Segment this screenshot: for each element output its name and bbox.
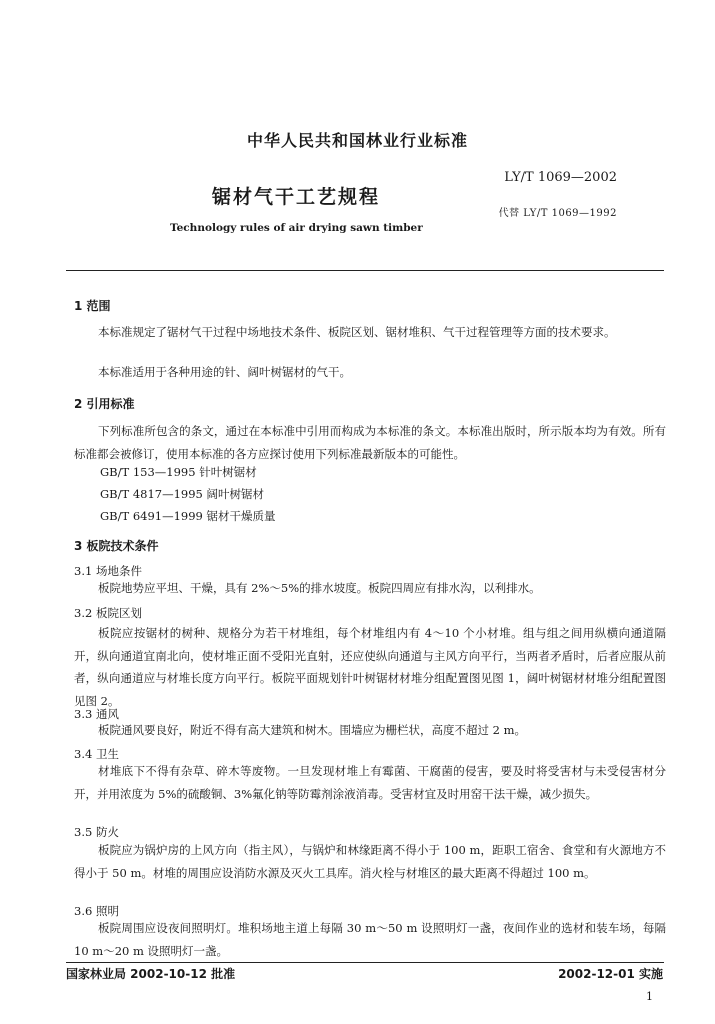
subsection-3-6-heading: 3.6 照明 xyxy=(74,904,119,918)
subsection-3-4-heading: 3.4 卫生 xyxy=(74,747,119,761)
subsection-3-2-paragraph: 板院应按锯材的树种、规格分为若干材堆组，每个材堆组内有 4～10 个小材堆。组与组之间用纵横向通道隔开，纵向通道宜南北向，使材堆正面不受阳光直射，还应使纵向通道与主风方向平行，当两者矛盾时，后者应服从前者，纵向通道应与材堆长度方向平行。板院平面规划针叶树锯材材堆分组配置图见图 1，阔叶树锯材材堆分组配置图见图 2。 xyxy=(74,626,666,708)
reference-item: GB/T 6491—1999 锯材干燥质量 xyxy=(100,509,276,523)
document-title: 锯材气干工艺规程 xyxy=(212,186,381,208)
section-1-paragraph-2: 本标准适用于各种用途的针、阔叶树锯材的气干。 xyxy=(98,365,351,379)
reference-item: GB/T 153—1995 针叶树锯材 xyxy=(100,465,257,479)
header-divider xyxy=(66,270,664,271)
subsection-3-1-paragraph: 板院地势应平坦、干燥，具有 2%～5%的排水坡度。板院四周应有排水沟，以利排水。 xyxy=(98,581,541,595)
section-1-heading: 1 范围 xyxy=(74,299,111,313)
section-3-heading: 3 板院技术条件 xyxy=(74,539,159,553)
subsection-3-4-paragraph: 材堆底下不得有杂草、碎木等废物。一旦发现材堆上有霉菌、干腐菌的侵害，要及时将受害材与未受侵害材分开，并用浓度为 5%的硫酸铜、3%氟化钠等防霉剂涂液消毒。受害材宜及时用窑干法干燥，减少损失。 xyxy=(74,764,666,801)
issuing-authority-heading: 中华人民共和国林业行业标准 xyxy=(246,131,468,150)
subsection-3-3-heading: 3.3 通风 xyxy=(74,707,119,721)
subsection-3-3-paragraph: 板院通风要良好，附近不得有高大建筑和树木。围墙应为栅栏状，高度不超过 2 m。 xyxy=(98,723,527,737)
standard-number: LY/T 1069—2002 xyxy=(504,170,617,185)
subsection-3-6-paragraph: 板院周围应设夜间照明灯。堆积场地主道上每隔 30 m～50 m 设照明灯一盏，夜间作业的选材和装车场，每隔 10 m～20 m 设照明灯一盏。 xyxy=(74,921,666,958)
subsection-3-5-heading: 3.5 防火 xyxy=(74,825,119,839)
section-2-heading: 2 引用标准 xyxy=(74,397,135,411)
section-1-paragraph-1: 本标准规定了锯材气干过程中场地技术条件、板院区划、锯材堆积、气干过程管理等方面的技术要求。 xyxy=(98,325,616,339)
subsection-3-5-paragraph: 板院应为锅炉房的上风方向（指主风），与锅炉和林缘距离不得小于 100 m，距职工宿舍、食堂和有火源地方不得小于 50 m。材堆的周围应设消防水源及灭火工具库。消火栓与材堆区的最大距离不得超过 100 m。 xyxy=(74,843,666,880)
approval-date: 国家林业局 2002-10-12 批准 xyxy=(66,967,236,981)
subsection-3-2-heading: 3.2 板院区划 xyxy=(74,606,142,620)
footer-divider xyxy=(66,962,664,963)
section-2-paragraph-1: 下列标准所包含的条文，通过在本标准中引用而构成为本标准的条文。本标准出版时，所示版本均为有效。所有标准都会被修订，使用本标准的各方应探讨使用下列标准最新版本的可能性。 xyxy=(74,424,666,461)
implementation-date: 2002-12-01 实施 xyxy=(558,967,663,981)
subsection-3-1-heading: 3.1 场地条件 xyxy=(74,564,142,578)
document-title-english: Technology rules of air drying sawn timber xyxy=(170,222,423,234)
page-number: 1 xyxy=(646,990,653,1003)
replaces-standard: 代替 LY/T 1069—1992 xyxy=(498,208,617,219)
reference-item: GB/T 4817—1995 阔叶树锯材 xyxy=(100,487,265,501)
